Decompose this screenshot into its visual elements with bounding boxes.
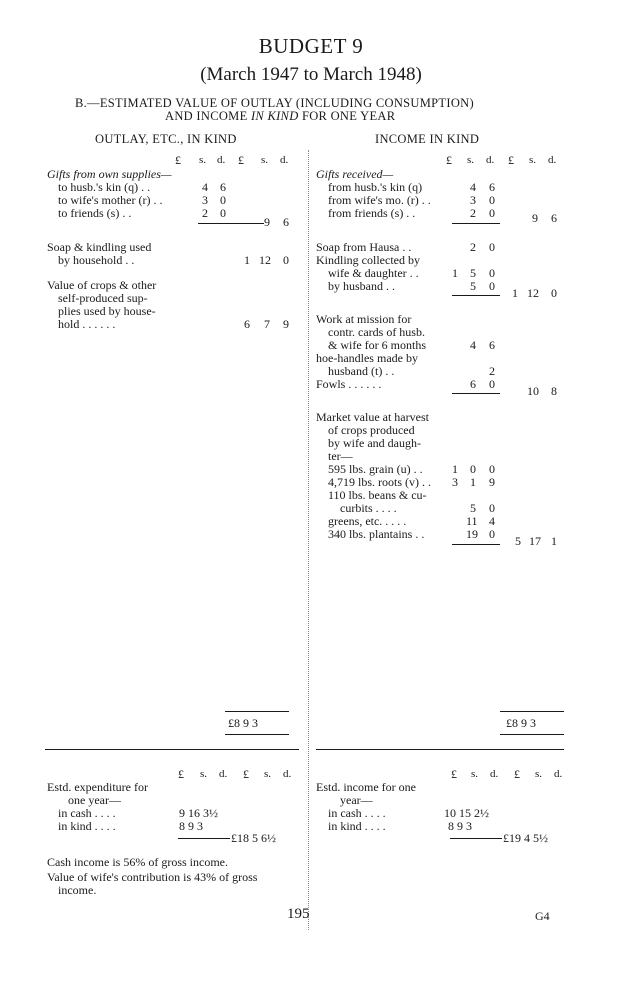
right-crop-label-1: 4,719 lbs. roots (v) . . [328,475,431,489]
br-col-d-2: d. [554,768,563,780]
right-gifts-total-d: 6 [551,211,557,225]
left-gift-d-2: 0 [220,206,226,220]
note-wife-contribution: Value of wife's contribution is 43% of gross [47,870,258,884]
left-crops-line2: self-produced sup- [58,291,148,305]
right-crop-d-0: 0 [489,462,495,476]
left-col-s-2: s. [261,154,269,166]
right-hoe-line1: hoe-handles made by [316,351,418,365]
br-col-pound-1: £ [451,767,457,781]
right-crop-label-4: greens, etc. . . . . [328,514,407,528]
left-gift-s-1: 3 [202,193,208,207]
bl-kind-value: 8 9 3 [179,819,203,833]
right-col-d-1: d. [486,154,495,166]
right-col-pound-2: £ [508,153,514,167]
right-gift-s-2: 2 [470,206,476,220]
br-line1: Estd. income for one [316,780,416,794]
br-col-pound-2: £ [514,767,520,781]
br-line2: year— [340,793,373,807]
right-gift-label-0: from husb.'s kin (q) [328,180,423,194]
bl-line1: Estd. expenditure for [47,780,148,794]
note-cash-income: Cash income is 56% of gross income. [47,855,228,869]
left-grand-rule-bottom [225,734,289,735]
right-market-line1: Market value at harvest [316,410,429,424]
left-soap-total-s: 12 [259,253,271,267]
right-kindling-p: 1 [452,266,458,280]
right-crop-p-0: 1 [452,462,458,476]
right-crops-total-s: 17 [529,534,541,548]
right-kindling-line1: Kindling collected by [316,253,420,267]
right-crop-s-3: 5 [470,501,476,515]
right-crop-s-4: 11 [466,514,478,528]
left-gift-label-0: to husb.'s kin (q) . . [58,180,151,194]
right-fowls-label: Fowls . . . . . . [316,377,382,391]
right-gift-label-1: from wife's mo. (r) . . [328,193,431,207]
right-crop-d-4: 4 [489,514,495,528]
left-crops-total-p: 6 [244,317,250,331]
right-bottom-separator [316,749,564,750]
right-heading: INCOME IN KIND [375,132,480,146]
right-crop-d-5: 0 [489,527,495,541]
left-grand-rule-top [225,711,289,712]
right-market-line2: of crops produced [328,423,415,437]
left-crops-line3: plies used by house- [58,304,156,318]
bl-kind-label: in kind . . . . [58,819,116,833]
right-kindling-s: 5 [470,266,476,280]
right-hoe-line2: husband (t) . . [328,364,395,378]
right-grand-total: £8 9 3 [506,716,536,730]
right-husband-label: by husband . . [328,279,395,293]
right-crop-s-1: 1 [470,475,476,489]
section-heading-line1: B.—ESTIMATED VALUE OF OUTLAY (INCLUDING CONSUMPTION) [75,96,474,110]
left-gift-d-1: 0 [220,193,226,207]
left-crops-total-s: 7 [264,317,270,331]
left-gift-label-2: to friends (s) . . [58,206,132,220]
right-crop-label-2: 110 lbs. beans & cu- [328,488,427,502]
br-rule [450,838,502,839]
right-crop-label-0: 595 lbs. grain (u) . . [328,462,423,476]
left-gifts-heading: Gifts from own supplies— [47,167,172,181]
left-grand-total: £8 9 3 [228,716,258,730]
right-market-line4: ter— [328,449,353,463]
left-soap-total-d: 0 [283,253,289,267]
br-kind-label: in kind . . . . [328,819,386,833]
right-crop-s-0: 0 [470,462,476,476]
bl-col-pound-2: £ [243,767,249,781]
note-wife-contribution-cont: income. [58,883,97,897]
right-crops-rule [452,544,500,545]
right-gift-d-0: 6 [489,180,495,194]
right-gifts-rule [452,223,500,224]
left-soap-line1: Soap & kindling used [47,240,152,254]
section-heading-line2: AND INCOME IN KIND FOR ONE YEAR [165,109,396,123]
right-grand-rule-bottom [500,734,564,735]
left-soap-total-p: 1 [244,253,250,267]
bl-col-d-1: d. [219,768,228,780]
br-total: £19 4 5½ [503,831,548,845]
right-crop-d-1: 9 [489,475,495,489]
bl-cash-label: in cash . . . . [58,806,116,820]
left-gifts-rule [198,223,264,224]
right-market-line3: by wife and daugh- [328,436,421,450]
right-husband-s: 5 [470,279,476,293]
right-fowls-d: 0 [489,377,495,391]
bl-rule [178,838,230,839]
right-work-line3: & wife for 6 months [328,338,426,352]
page-number: 195 [287,906,310,922]
right-crop-s-5: 19 [466,527,478,541]
left-gift-d-0: 6 [220,180,226,194]
br-col-s-2: s. [535,768,543,780]
left-col-d-1: d. [217,154,226,166]
right-kindling-d: 0 [489,266,495,280]
right-col-s-2: s. [529,154,537,166]
right-col-s-1: s. [467,154,475,166]
left-gift-s-0: 4 [202,180,208,194]
right-gift-s-0: 4 [470,180,476,194]
left-gifts-total-s: 9 [264,215,270,229]
right-soap-d: 0 [489,240,495,254]
br-kind-value: 8 9 3 [448,819,472,833]
right-grand-rule-top [500,711,564,712]
right-gift-s-1: 3 [470,193,476,207]
left-crops-line4: hold . . . . . . [58,317,116,331]
right-gift-label-2: from friends (s) . . [328,206,416,220]
right-crops-total-d: 1 [551,534,557,548]
right-crops-total-p: 5 [515,534,521,548]
left-gift-label-1: to wife's mother (r) . . [58,193,163,207]
right-work-total-s: 10 [527,384,539,398]
right-col-pound-1: £ [446,153,452,167]
left-crops-total-d: 9 [283,317,289,331]
right-kindling-rule [452,295,500,296]
br-col-d-1: d. [490,768,499,780]
right-kindling-total-d: 0 [551,286,557,300]
bl-col-s-1: s. [200,768,208,780]
br-cash-label: in cash . . . . [328,806,386,820]
left-col-s-1: s. [199,154,207,166]
right-work-total-d: 8 [551,384,557,398]
left-col-pound-1: £ [175,153,181,167]
bl-col-pound-1: £ [178,767,184,781]
right-kindling-line2: wife & daughter . . [328,266,419,280]
right-fowls-s: 6 [470,377,476,391]
right-work-d: 6 [489,338,495,352]
br-col-s-1: s. [471,768,479,780]
right-work-line1: Work at mission for [316,312,412,326]
bl-total: £18 5 6½ [231,831,276,845]
bl-col-d-2: d. [283,768,292,780]
left-heading: OUTLAY, ETC., IN KIND [95,132,237,146]
right-hoe-d: 2 [489,364,495,378]
left-col-d-2: d. [280,154,289,166]
right-soap-label: Soap from Hausa . . [316,240,412,254]
right-crop-label-5: 340 lbs. plantains . . [328,527,425,541]
bl-col-s-2: s. [264,768,272,780]
right-gift-d-2: 0 [489,206,495,220]
bl-line2: one year— [68,793,121,807]
budget-period: (March 1947 to March 1948) [200,64,422,85]
right-kindling-total-p: 1 [512,286,518,300]
bl-cash-value: 9 16 3½ [179,806,218,820]
right-col-d-2: d. [548,154,557,166]
right-gift-d-1: 0 [489,193,495,207]
right-work-rule [452,393,500,394]
left-soap-line2: by household . . [58,253,135,267]
right-work-s: 4 [470,338,476,352]
right-crop-label-3: curbits . . . . [340,501,397,515]
right-crop-p-1: 3 [452,475,458,489]
left-crops-line1: Value of crops & other [47,278,157,292]
column-divider [308,150,309,930]
right-husband-d: 0 [489,279,495,293]
left-gift-s-2: 2 [202,206,208,220]
left-col-pound-2: £ [238,153,244,167]
right-gifts-heading: Gifts received— [316,167,394,181]
sheet-mark: G4 [535,909,550,923]
br-cash-value: 10 15 2½ [444,806,489,820]
left-bottom-separator [45,749,299,750]
right-kindling-total-s: 12 [527,286,539,300]
right-gifts-total-s: 9 [532,211,538,225]
right-work-line2: contr. cards of husb. [328,325,425,339]
left-gifts-total-d: 6 [283,215,289,229]
right-soap-s: 2 [470,240,476,254]
right-crop-d-3: 0 [489,501,495,515]
budget-title: BUDGET 9 [258,34,364,58]
